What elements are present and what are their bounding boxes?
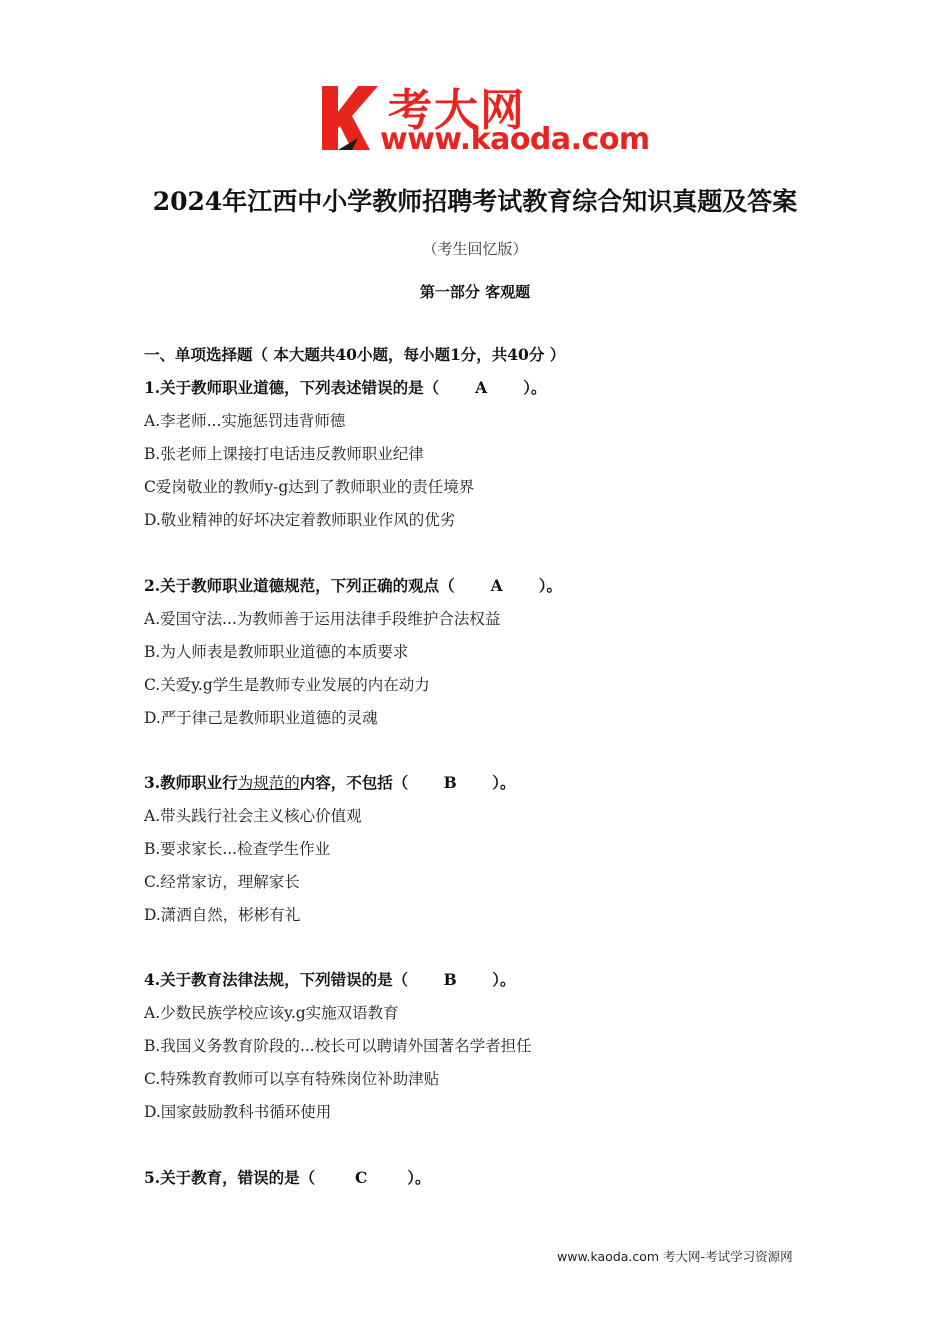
- answer-value: A: [490, 576, 503, 595]
- section-heading: 一、单项选择题（ 本大题共40小题，每小题1分，共40分 ）: [144, 345, 566, 364]
- question-stem-text: 3.教师职业行: [144, 773, 238, 792]
- underlined-text: 为规范的: [237, 774, 300, 792]
- question-5-stem: [144, 1168, 430, 1188]
- page-footer: www.kaoda.com 考大网-考试学习资源网: [557, 1249, 793, 1264]
- question-close: ）。: [538, 576, 562, 595]
- question-stem-text: 1.关于教师职业道德，下列表述错误的是（: [144, 378, 440, 397]
- logo-url: www.kaoda.com: [380, 122, 650, 157]
- option: B.张老师上课接打电话违反教师职业纪律: [144, 445, 424, 463]
- option: C.经常家访，理解家长: [144, 873, 300, 891]
- option: A.李老师...实施惩罚违背师德: [144, 412, 346, 430]
- question-4-stem: [144, 970, 515, 990]
- question-1-stem: [144, 378, 546, 398]
- document-title: 2024年江西中小学教师招聘考试教育综合知识真题及答案: [152, 187, 798, 216]
- answer-value: C: [355, 1168, 368, 1187]
- option: A.少数民族学校应该y.g实施双语教育: [144, 1004, 399, 1022]
- question-close: ）。: [492, 970, 516, 989]
- option: D.严于律己是教师职业道德的灵魂: [144, 709, 378, 727]
- option: A.爱国守法...为教师善于运用法律手段维护合法权益: [144, 610, 501, 628]
- answer-value: B: [443, 970, 457, 989]
- question-stem-text: 4.关于教育法律法规，下列错误的是（: [144, 970, 409, 989]
- question-close: ）。: [523, 378, 547, 397]
- option: C.特殊教育教师可以享有特殊岗位补助津贴: [144, 1070, 440, 1088]
- option: A.带头践行社会主义核心价值观: [144, 807, 362, 825]
- question-stem-text: 5.关于教育，错误的是（: [144, 1168, 316, 1187]
- kaoda-logo: [318, 78, 650, 162]
- question-2-stem: [144, 576, 562, 596]
- answer-value: A: [475, 378, 488, 397]
- option: D.敬业精神的好坏决定着教师职业作风的优劣: [144, 511, 456, 529]
- option: B.我国义务教育阶段的...校长可以聘请外国著名学者担任: [144, 1037, 532, 1055]
- option: D.国家鼓励教科书循环使用: [144, 1103, 332, 1121]
- option: D.潇洒自然，彬彬有礼: [144, 906, 301, 924]
- option: B.要求家长...检查学生作业: [144, 840, 331, 858]
- question-stem-text: 2.关于教师职业道德规范，下列正确的观点（: [144, 576, 455, 595]
- question-stem-text: 内容，不包括（: [299, 773, 409, 792]
- option: C爱岗敬业的教师y-g达到了教师职业的责任境界: [144, 478, 475, 496]
- option: B.为人师表是教师职业道德的本质要求: [144, 643, 409, 661]
- question-close: ）。: [407, 1168, 431, 1187]
- part-heading: 第一部分 客观题: [419, 283, 531, 301]
- question-close: ）。: [492, 773, 516, 792]
- option: C.关爱y.g学生是教师专业发展的内在动力: [144, 676, 430, 694]
- logo-name: 考大网: [388, 85, 526, 136]
- question-3-stem: [144, 773, 515, 793]
- answer-value: B: [443, 773, 457, 792]
- document-subtitle: （考生回忆版）: [422, 240, 528, 258]
